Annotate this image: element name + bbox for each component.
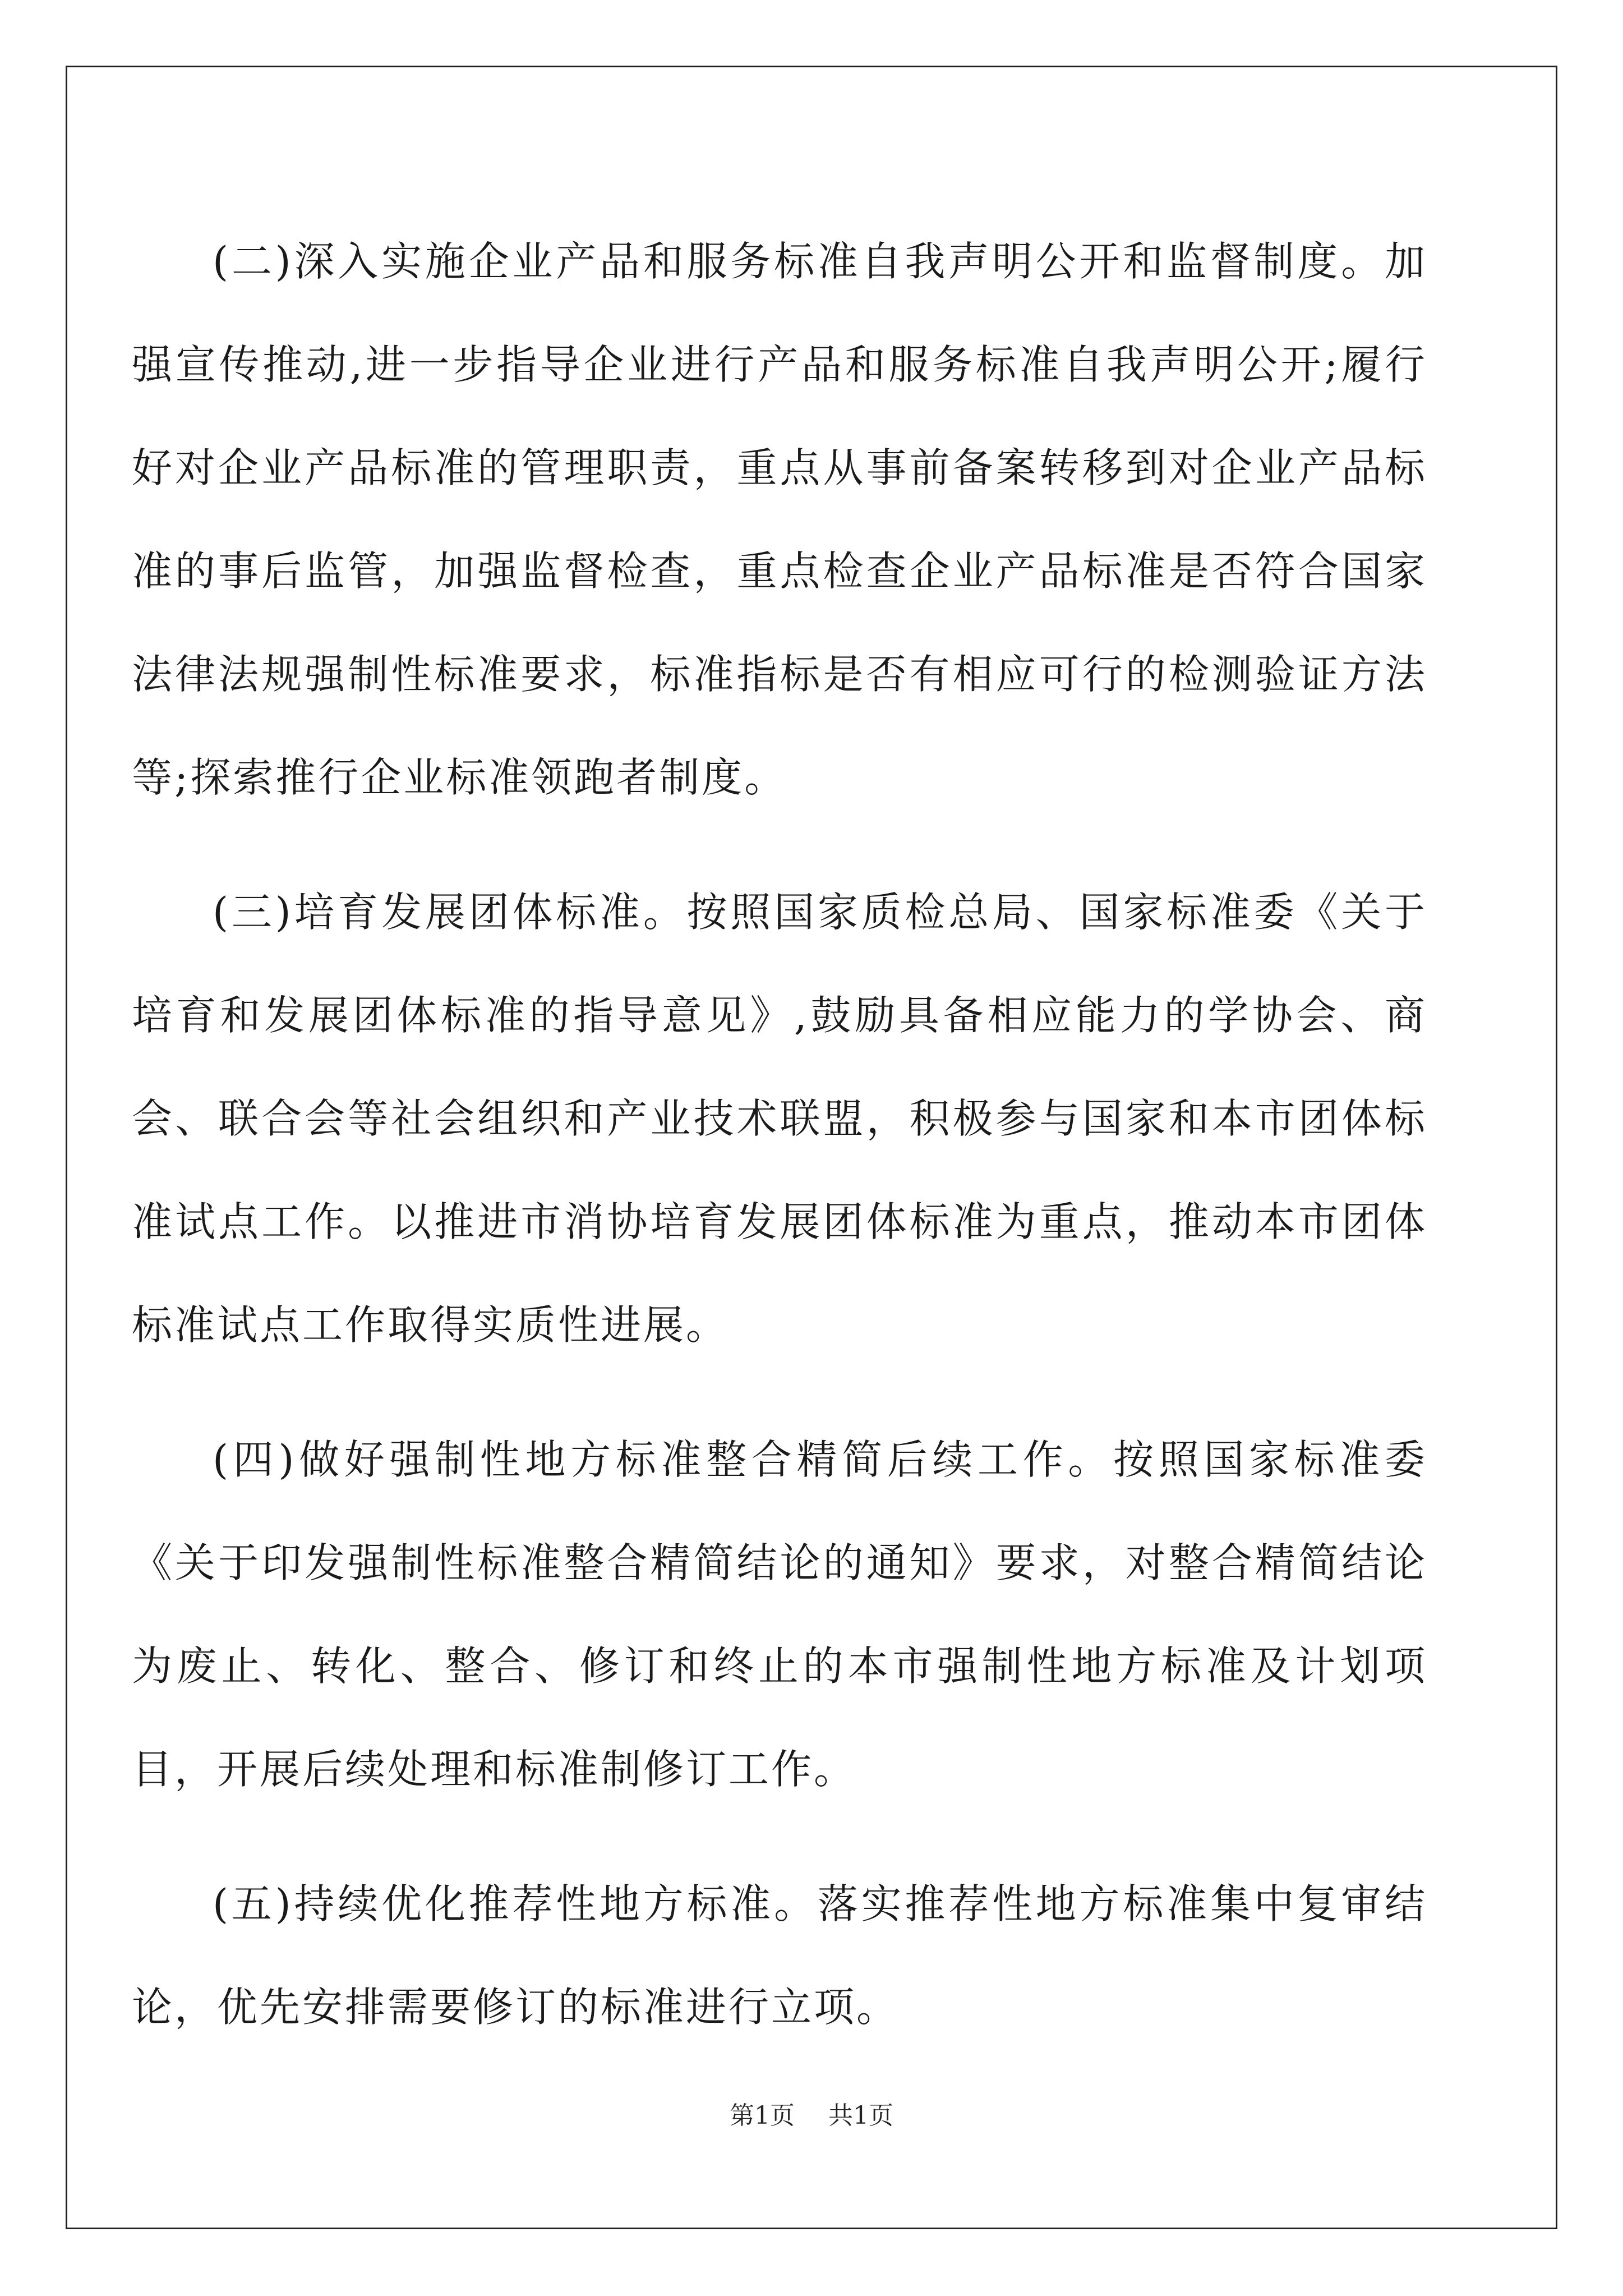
page-number: 第1页 [730,2101,795,2130]
paragraph-2: (二)深入实施企业产品和服务标准自我声明公开和监督制度。加强宣传推动,进一步指导企业进行产品和服务标准自我声明公开;履行好对企业产品标准的管理职责，重点从事前备案转移到对企业产品标准的事后监管，加强监督检查，重点检查企业产品标准是否符合国家法律法规强制性标准要求，标准指标是否有相应可行的检测验证方法等;探索推行企业标准领跑者制度。 [132,238,1427,801]
page-total: 共1页 [828,2101,893,2130]
document-body [132,210,1427,2090]
paragraph-4: (四)做好强制性地方标准整合精简后续工作。按照国家标准委《关于印发强制性标准整合精简结论的通知》要求，对整合精简结论为废止、转化、整合、修订和终止的本市强制性地方标准及计划项目，开展后续处理和标准制修订工作。 [132,1436,1427,1793]
page-footer [0,2099,1623,2133]
paragraph-3: (三)培育发展团体标准。按照国家质检总局、国家标准委《关于培育和发展团体标准的指导意见》,鼓励具备相应能力的学协会、商会、联合会等社会组织和产业技术联盟，积极参与国家和本市团体标准试点工作。以推进市消协培育发展团体标准为重点，推动本市团体标准试点工作取得实质性进展。 [132,889,1427,1349]
paragraph-5: (五)持续优化推荐性地方标准。落实推荐性地方标准集中复审结论，优先安排需要修订的标准进行立项。 [132,1880,1427,2031]
